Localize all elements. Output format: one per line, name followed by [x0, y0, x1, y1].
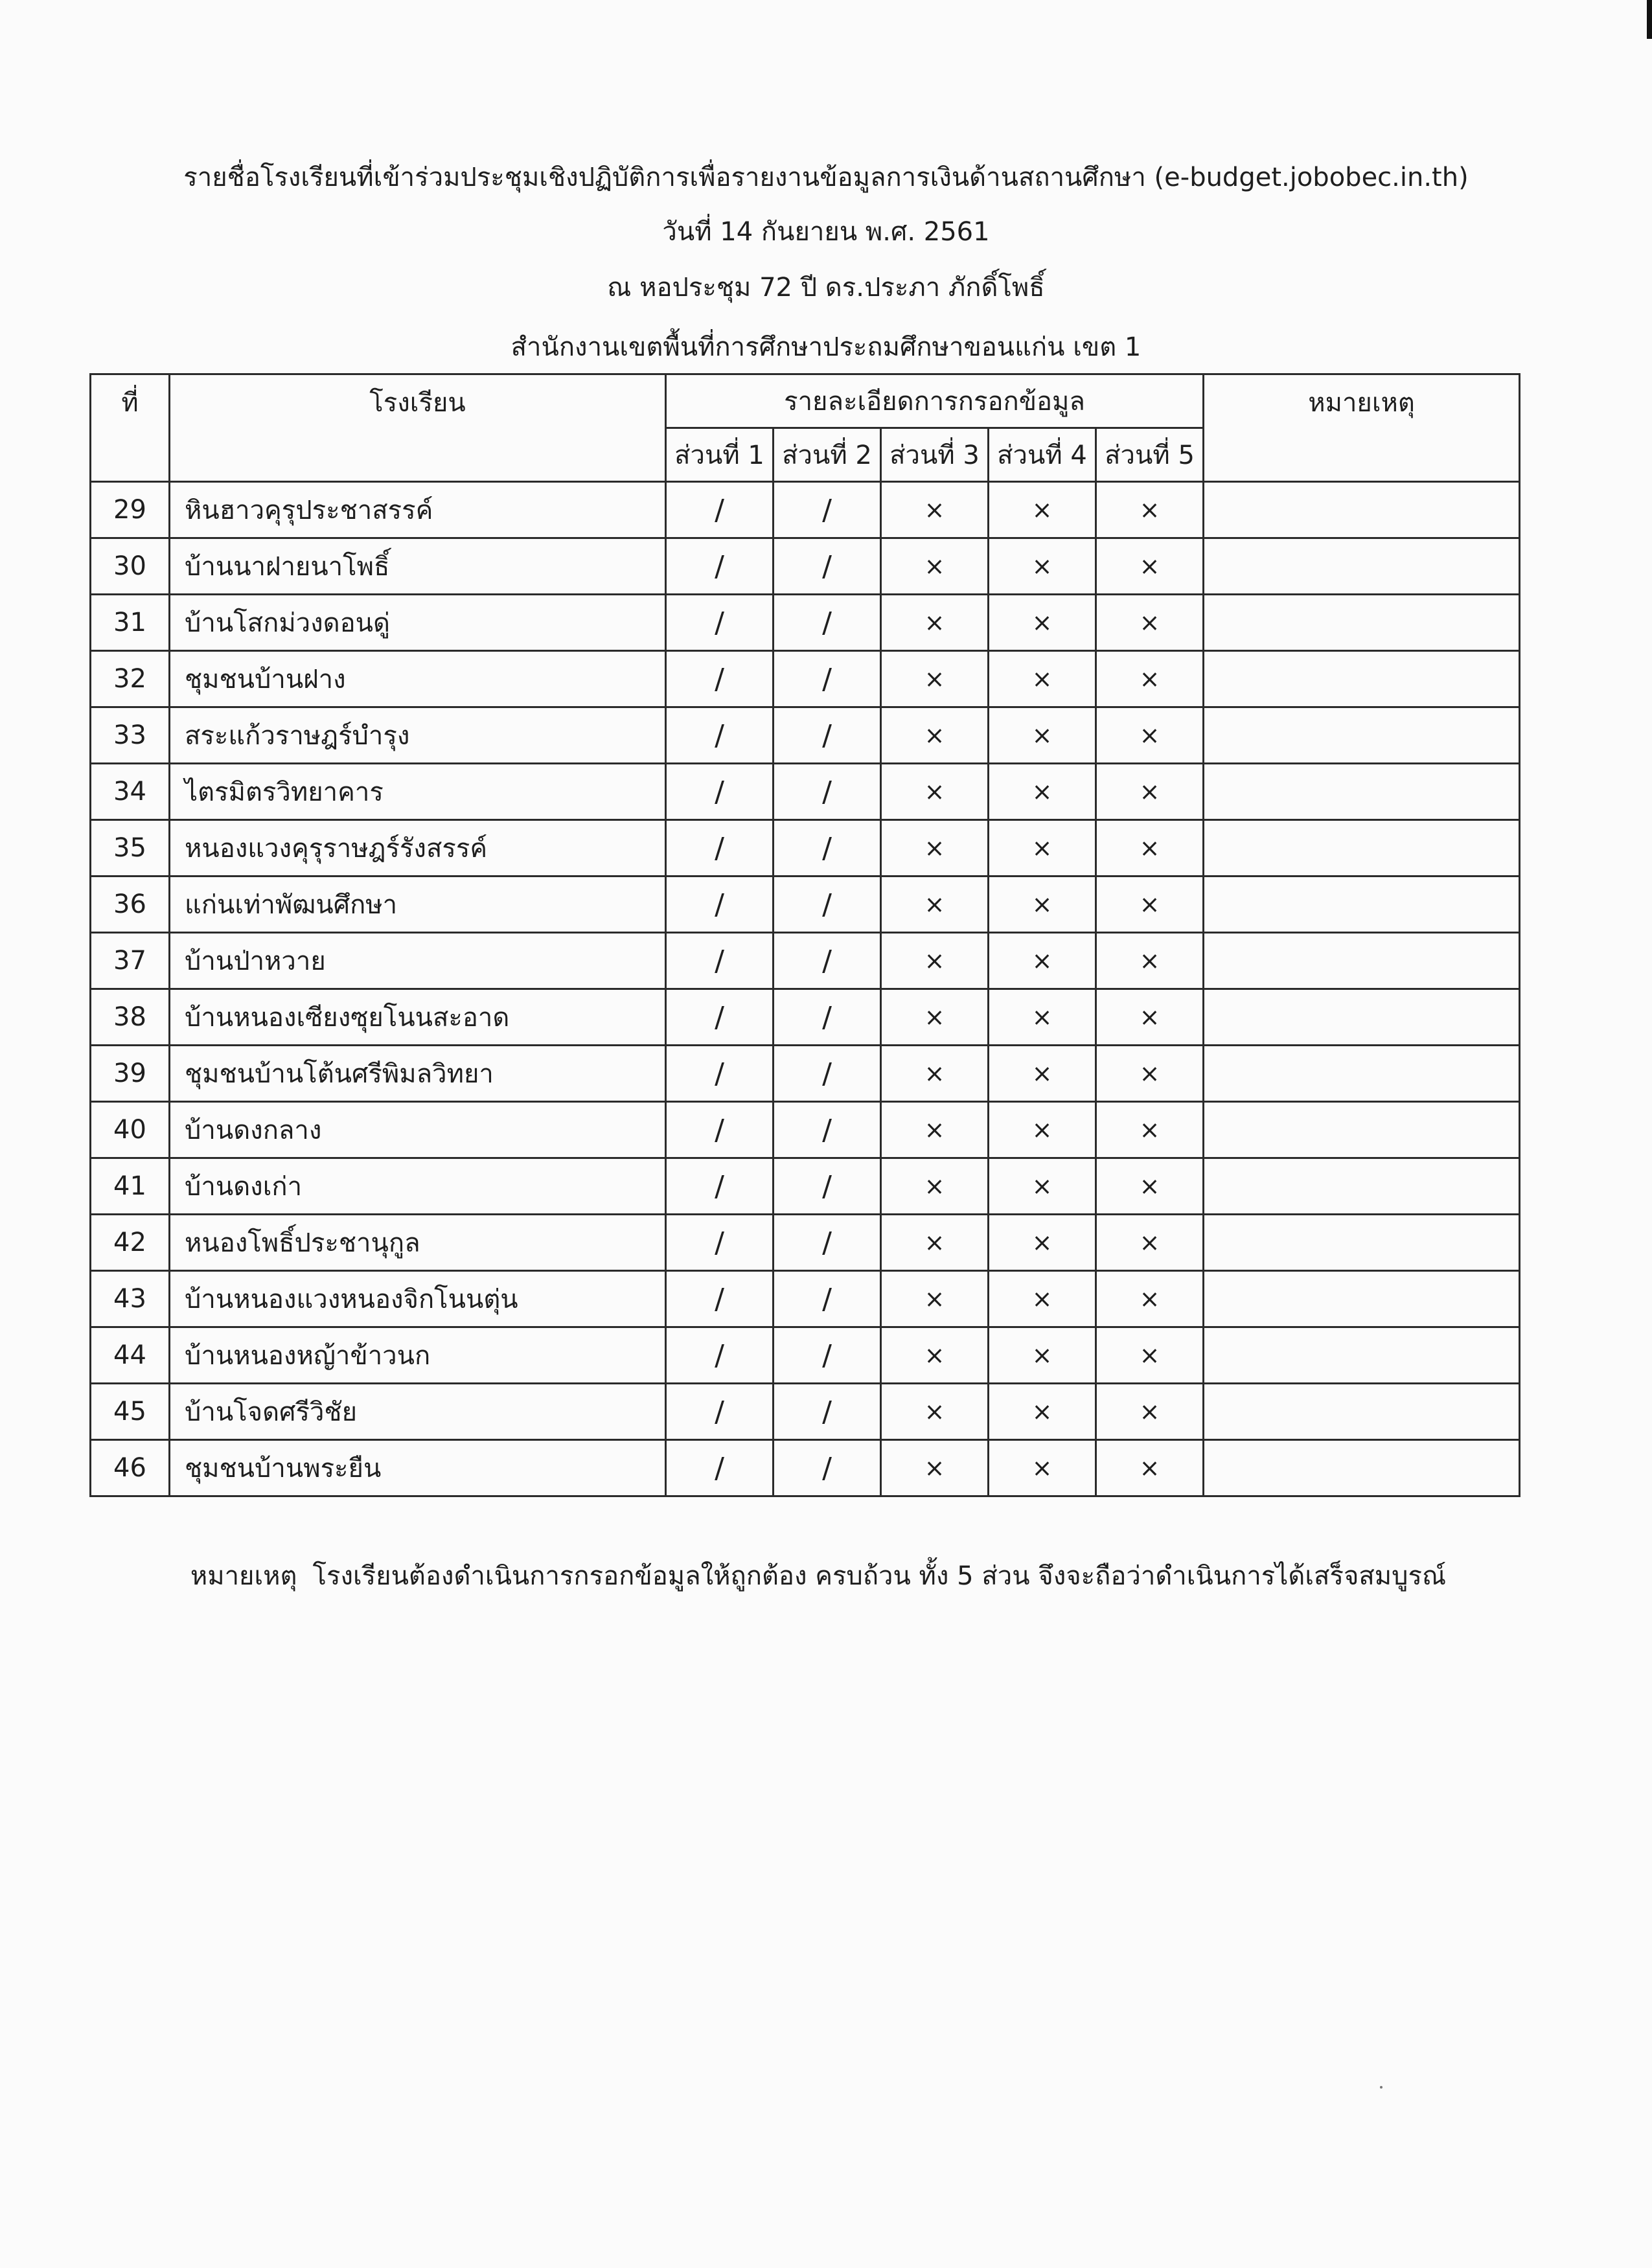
- table-row: [91, 651, 1520, 707]
- part-1-status: [666, 989, 774, 1046]
- part-2-status: [774, 1046, 881, 1102]
- row-note: [1204, 1327, 1520, 1384]
- school-name: บ้านป่าหวาย: [170, 933, 666, 989]
- row-number: 41: [91, 1158, 170, 1215]
- cross-mark: ×: [1139, 665, 1160, 693]
- check-slash-mark: /: [822, 1226, 832, 1259]
- part-3-status: [881, 595, 989, 651]
- part-5-status: [1096, 482, 1204, 538]
- part-2-status: [774, 651, 881, 707]
- school-name: บ้านหนองหญ้าข้าวนก: [170, 1327, 666, 1384]
- school-name: ชุมชนบ้านฝาง: [170, 651, 666, 707]
- cross-mark: ×: [1139, 1397, 1160, 1426]
- part-5-status: [1096, 764, 1204, 820]
- part-1-status: [666, 1327, 774, 1384]
- document-venue: ณ หอประชุม 72 ปี ดร.ประภา ภักดิ์โพธิ์: [607, 273, 1045, 303]
- row-number: 34: [91, 764, 170, 820]
- part-1-status: [666, 876, 774, 933]
- check-slash-mark: /: [715, 944, 724, 978]
- part-2-status: [774, 538, 881, 595]
- school-name: ไตรมิตรวิทยาคาร: [170, 764, 666, 820]
- part-3-status: [881, 1384, 989, 1440]
- part-3-status: [881, 707, 989, 764]
- part-1-status: [666, 1215, 774, 1271]
- cross-mark: ×: [1139, 1285, 1160, 1313]
- cross-mark: ×: [1031, 1397, 1053, 1426]
- row-number: 38: [91, 989, 170, 1046]
- row-note: [1204, 1215, 1520, 1271]
- part-4-status: [989, 1046, 1096, 1102]
- school-table: [89, 373, 1520, 1497]
- check-slash-mark: /: [715, 606, 724, 639]
- part-2-status: [774, 595, 881, 651]
- table-row: [91, 1215, 1520, 1271]
- school-name: บ้านดงเก่า: [170, 1158, 666, 1215]
- part-1-status: [666, 764, 774, 820]
- cross-mark: ×: [1031, 1003, 1053, 1031]
- cross-mark: ×: [924, 1172, 945, 1200]
- cross-mark: ×: [1139, 946, 1160, 975]
- row-number: 35: [91, 820, 170, 876]
- cross-mark: ×: [1139, 496, 1160, 524]
- check-slash-mark: /: [715, 888, 724, 921]
- check-slash-mark: /: [822, 1113, 832, 1147]
- part-4-status: [989, 820, 1096, 876]
- part-4-status: [989, 1102, 1096, 1158]
- part-1-status: [666, 707, 774, 764]
- footnote: [0, 1555, 1652, 1596]
- part-1-status: [666, 538, 774, 595]
- check-slash-mark: /: [822, 549, 832, 583]
- table-row: [91, 1440, 1520, 1496]
- part-4-status: [989, 876, 1096, 933]
- part-3-status: [881, 1271, 989, 1327]
- part-5-status: [1096, 595, 1204, 651]
- row-number: 43: [91, 1271, 170, 1327]
- check-slash-mark: /: [822, 718, 832, 752]
- row-number: 46: [91, 1440, 170, 1496]
- part-5-status: [1096, 989, 1204, 1046]
- check-slash-mark: /: [715, 493, 724, 527]
- table-row: [91, 1102, 1520, 1158]
- header-part-4: ส่วนที่ 4: [989, 428, 1096, 482]
- row-note: [1204, 707, 1520, 764]
- school-name: บ้านหนองเซียงซุยโนนสะอาด: [170, 989, 666, 1046]
- table-row: [91, 989, 1520, 1046]
- school-name: ชุมชนบ้านพระยืน: [170, 1440, 666, 1496]
- part-2-status: [774, 1440, 881, 1496]
- part-3-status: [881, 1158, 989, 1215]
- document-date: วันที่ 14 กันยายน พ.ศ. 2561: [662, 217, 990, 247]
- check-slash-mark: /: [715, 1057, 724, 1090]
- cross-mark: ×: [1139, 890, 1160, 919]
- cross-mark: ×: [924, 777, 945, 806]
- row-note: [1204, 482, 1520, 538]
- row-note: [1204, 989, 1520, 1046]
- table-row: [91, 1158, 1520, 1215]
- row-note: [1204, 1102, 1520, 1158]
- part-1-status: [666, 1102, 774, 1158]
- part-3-status: [881, 1046, 989, 1102]
- part-2-status: [774, 707, 881, 764]
- cross-mark: ×: [924, 665, 945, 693]
- school-name: บ้านโสกม่วงดอนดู่: [170, 595, 666, 651]
- check-slash-mark: /: [715, 775, 724, 808]
- cross-mark: ×: [1139, 1228, 1160, 1257]
- table-row: [91, 1327, 1520, 1384]
- header-part-1: ส่วนที่ 1: [666, 428, 774, 482]
- check-slash-mark: /: [822, 1000, 832, 1034]
- part-2-status: [774, 1158, 881, 1215]
- part-1-status: [666, 933, 774, 989]
- row-note: [1204, 933, 1520, 989]
- table-row: [91, 933, 1520, 989]
- cross-mark: ×: [924, 946, 945, 975]
- check-slash-mark: /: [822, 1395, 832, 1428]
- cross-mark: ×: [924, 1341, 945, 1369]
- check-slash-mark: /: [715, 1451, 724, 1485]
- check-slash-mark: /: [822, 606, 832, 639]
- row-note: [1204, 1046, 1520, 1102]
- check-slash-mark: /: [715, 549, 724, 583]
- row-number: 36: [91, 876, 170, 933]
- footnote-label: หมายเหตุ: [190, 1561, 297, 1591]
- check-slash-mark: /: [822, 888, 832, 921]
- table-row: [91, 764, 1520, 820]
- part-5-status: [1096, 1102, 1204, 1158]
- row-number: 30: [91, 538, 170, 595]
- part-2-status: [774, 820, 881, 876]
- table-row: [91, 707, 1520, 764]
- part-1-status: [666, 1158, 774, 1215]
- check-slash-mark: /: [822, 1169, 832, 1203]
- school-name: บ้านนาฝายนาโพธิ์: [170, 538, 666, 595]
- header-part-2: ส่วนที่ 2: [774, 428, 881, 482]
- cross-mark: ×: [1139, 552, 1160, 580]
- part-4-status: [989, 1158, 1096, 1215]
- cross-mark: ×: [1031, 1341, 1053, 1369]
- school-name: ชุมชนบ้านโต้นศรีพิมลวิทยา: [170, 1046, 666, 1102]
- part-1-status: [666, 1440, 774, 1496]
- part-5-status: [1096, 538, 1204, 595]
- part-5-status: [1096, 1440, 1204, 1496]
- part-4-status: [989, 764, 1096, 820]
- cross-mark: ×: [1139, 1059, 1160, 1088]
- school-name: หนองโพธิ์ประชานุกูล: [170, 1215, 666, 1271]
- part-1-status: [666, 820, 774, 876]
- cross-mark: ×: [1031, 1454, 1053, 1482]
- cross-mark: ×: [924, 721, 945, 750]
- check-slash-mark: /: [822, 1282, 832, 1316]
- part-5-status: [1096, 1215, 1204, 1271]
- cross-mark: ×: [924, 1397, 945, 1426]
- cross-mark: ×: [924, 1116, 945, 1144]
- table-row: [91, 1271, 1520, 1327]
- row-note: [1204, 764, 1520, 820]
- part-4-status: [989, 538, 1096, 595]
- check-slash-mark: /: [715, 1226, 724, 1259]
- cross-mark: ×: [1139, 1116, 1160, 1144]
- check-slash-mark: /: [715, 1113, 724, 1147]
- row-note: [1204, 1384, 1520, 1440]
- part-3-status: [881, 482, 989, 538]
- check-slash-mark: /: [822, 831, 832, 865]
- part-2-status: [774, 989, 881, 1046]
- scan-speck: [1380, 2086, 1382, 2089]
- row-number: 45: [91, 1384, 170, 1440]
- part-5-status: [1096, 876, 1204, 933]
- cross-mark: ×: [924, 1003, 945, 1031]
- row-note: [1204, 1271, 1520, 1327]
- part-3-status: [881, 1440, 989, 1496]
- part-2-status: [774, 1102, 881, 1158]
- part-4-status: [989, 1327, 1096, 1384]
- cross-mark: ×: [1031, 1228, 1053, 1257]
- part-2-status: [774, 482, 881, 538]
- row-number: 44: [91, 1327, 170, 1384]
- table-row: [91, 482, 1520, 538]
- part-1-status: [666, 1271, 774, 1327]
- cross-mark: ×: [1031, 1172, 1053, 1200]
- row-number: 33: [91, 707, 170, 764]
- row-note: [1204, 651, 1520, 707]
- school-name: บ้านโจดศรีวิชัย: [170, 1384, 666, 1440]
- check-slash-mark: /: [715, 662, 724, 696]
- part-5-status: [1096, 820, 1204, 876]
- check-slash-mark: /: [715, 718, 724, 752]
- part-3-status: [881, 820, 989, 876]
- row-note: [1204, 876, 1520, 933]
- part-5-status: [1096, 1384, 1204, 1440]
- table-row: [91, 1384, 1520, 1440]
- part-2-status: [774, 933, 881, 989]
- cross-mark: ×: [1031, 721, 1053, 750]
- check-slash-mark: /: [715, 1169, 724, 1203]
- part-4-status: [989, 595, 1096, 651]
- check-slash-mark: /: [822, 1338, 832, 1372]
- row-note: [1204, 538, 1520, 595]
- part-4-status: [989, 1215, 1096, 1271]
- part-2-status: [774, 764, 881, 820]
- part-5-status: [1096, 1327, 1204, 1384]
- cross-mark: ×: [1139, 777, 1160, 806]
- cross-mark: ×: [1031, 777, 1053, 806]
- row-note: [1204, 820, 1520, 876]
- cross-mark: ×: [1031, 552, 1053, 580]
- school-name: สระแก้วราษฎร์บำรุง: [170, 707, 666, 764]
- part-4-status: [989, 1440, 1096, 1496]
- header-no: ที่: [91, 374, 170, 482]
- part-4-status: [989, 651, 1096, 707]
- row-number: 31: [91, 595, 170, 651]
- header-part-3: ส่วนที่ 3: [881, 428, 989, 482]
- part-3-status: [881, 538, 989, 595]
- cross-mark: ×: [924, 1059, 945, 1088]
- cross-mark: ×: [1031, 1059, 1053, 1088]
- part-3-status: [881, 1215, 989, 1271]
- header-note: หมายเหตุ: [1204, 374, 1520, 482]
- part-2-status: [774, 1215, 881, 1271]
- school-name: หินฮาวคุรุประชาสรรค์: [170, 482, 666, 538]
- part-3-status: [881, 1327, 989, 1384]
- part-2-status: [774, 876, 881, 933]
- cross-mark: ×: [924, 608, 945, 637]
- cross-mark: ×: [1031, 946, 1053, 975]
- row-note: [1204, 595, 1520, 651]
- check-slash-mark: /: [822, 944, 832, 978]
- part-1-status: [666, 1384, 774, 1440]
- header-detail-group: รายละเอียดการกรอกข้อมูล: [666, 374, 1204, 428]
- part-4-status: [989, 707, 1096, 764]
- part-3-status: [881, 933, 989, 989]
- header-part-5: ส่วนที่ 5: [1096, 428, 1204, 482]
- cross-mark: ×: [924, 834, 945, 862]
- cross-mark: ×: [924, 552, 945, 580]
- check-slash-mark: /: [715, 1395, 724, 1428]
- table-row: [91, 876, 1520, 933]
- table-row: [91, 820, 1520, 876]
- part-1-status: [666, 651, 774, 707]
- cross-mark: ×: [1139, 1172, 1160, 1200]
- cross-mark: ×: [1139, 1341, 1160, 1369]
- check-slash-mark: /: [822, 1451, 832, 1485]
- cross-mark: ×: [1031, 834, 1053, 862]
- row-number: 42: [91, 1215, 170, 1271]
- row-note: [1204, 1158, 1520, 1215]
- part-5-status: [1096, 933, 1204, 989]
- part-1-status: [666, 482, 774, 538]
- school-name: บ้านดงกลาง: [170, 1102, 666, 1158]
- check-slash-mark: /: [715, 1282, 724, 1316]
- cross-mark: ×: [924, 1454, 945, 1482]
- table-row: [91, 1046, 1520, 1102]
- header-school: โรงเรียน: [170, 374, 666, 482]
- part-4-status: [989, 989, 1096, 1046]
- part-4-status: [989, 933, 1096, 989]
- school-name: บ้านหนองแวงหนองจิกโนนตุ่น: [170, 1271, 666, 1327]
- cross-mark: ×: [924, 1285, 945, 1313]
- check-slash-mark: /: [715, 1000, 724, 1034]
- cross-mark: ×: [1031, 1285, 1053, 1313]
- row-number: 37: [91, 933, 170, 989]
- part-5-status: [1096, 707, 1204, 764]
- part-4-status: [989, 1271, 1096, 1327]
- part-2-status: [774, 1327, 881, 1384]
- cross-mark: ×: [1139, 608, 1160, 637]
- cross-mark: ×: [1031, 1116, 1053, 1144]
- cross-mark: ×: [1031, 665, 1053, 693]
- part-5-status: [1096, 1046, 1204, 1102]
- cross-mark: ×: [1031, 496, 1053, 524]
- part-5-status: [1096, 1158, 1204, 1215]
- part-3-status: [881, 1102, 989, 1158]
- check-slash-mark: /: [822, 662, 832, 696]
- part-2-status: [774, 1271, 881, 1327]
- part-3-status: [881, 989, 989, 1046]
- part-4-status: [989, 1384, 1096, 1440]
- part-5-status: [1096, 1271, 1204, 1327]
- row-number: 32: [91, 651, 170, 707]
- row-number: 40: [91, 1102, 170, 1158]
- part-3-status: [881, 876, 989, 933]
- cross-mark: ×: [1139, 1003, 1160, 1031]
- row-note: [1204, 1440, 1520, 1496]
- part-3-status: [881, 651, 989, 707]
- cross-mark: ×: [1139, 834, 1160, 862]
- part-5-status: [1096, 651, 1204, 707]
- part-1-status: [666, 595, 774, 651]
- part-1-status: [666, 1046, 774, 1102]
- school-name: หนองแวงคุรุราษฎร์รังสรรค์: [170, 820, 666, 876]
- cross-mark: ×: [924, 496, 945, 524]
- cross-mark: ×: [924, 1228, 945, 1257]
- document-title: รายชื่อโรงเรียนที่เข้าร่วมประชุมเชิงปฏิบัติการเพื่อรายงานข้อมูลการเงินด้านสถานศึกษา (e-budget.jobobec.in.th): [183, 163, 1469, 192]
- part-3-status: [881, 764, 989, 820]
- part-2-status: [774, 1384, 881, 1440]
- scan-edge-mark: [1647, 0, 1652, 39]
- document-office: สำนักงานเขตพื้นที่การศึกษาประถมศึกษาขอนแก่น เขต 1: [511, 332, 1141, 362]
- check-slash-mark: /: [715, 1338, 724, 1372]
- table-row: [91, 538, 1520, 595]
- row-number: 39: [91, 1046, 170, 1102]
- check-slash-mark: /: [822, 1057, 832, 1090]
- cross-mark: ×: [1139, 1454, 1160, 1482]
- school-name: แก่นเท่าพัฒนศึกษา: [170, 876, 666, 933]
- cross-mark: ×: [1031, 890, 1053, 919]
- part-4-status: [989, 482, 1096, 538]
- cross-mark: ×: [924, 890, 945, 919]
- row-number: 29: [91, 482, 170, 538]
- footnote-text: โรงเรียนต้องดำเนินการกรอกข้อมูลให้ถูกต้อง ครบถ้วน ทั้ง 5 ส่วน จึงจะถือว่าดำเนินการได้เสร็จสมบูรณ์: [312, 1561, 1447, 1591]
- check-slash-mark: /: [822, 775, 832, 808]
- cross-mark: ×: [1031, 608, 1053, 637]
- check-slash-mark: /: [715, 831, 724, 865]
- cross-mark: ×: [1139, 721, 1160, 750]
- table-row: [91, 595, 1520, 651]
- check-slash-mark: /: [822, 493, 832, 527]
